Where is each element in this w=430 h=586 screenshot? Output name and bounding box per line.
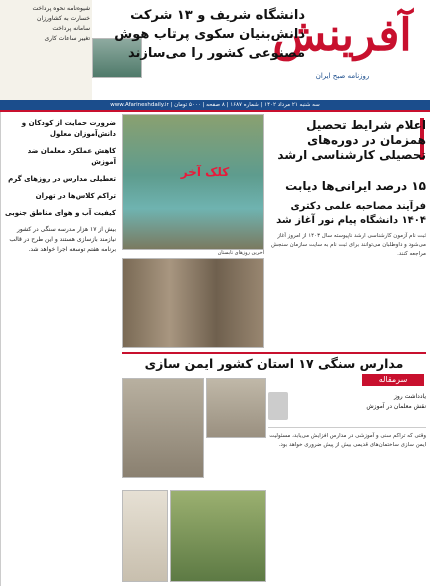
article-photo-2 [206, 378, 266, 438]
left-item-1[interactable]: ضرورت حمایت از کودکان و دانش‌آموزان معلول [21, 119, 116, 138]
article-photo-4 [122, 490, 168, 582]
info-bar: سه شنبه ۲۱ مرداد ۱۴۰۲ | شماره ۱۶۸۷ | ۸ صفحه | ۵۰۰۰ تومان | www.Afarineshdaily.ir [0, 100, 430, 110]
left-top-line-3: سامانه پرداخت [52, 25, 90, 32]
author-portrait [268, 392, 288, 420]
editorial-text: وقتی که تراکم سنی و آموزشی در مدارس افزایش می‌یابد، مسئولیت ایمن سازی ساختمان‌های قدیمی بیش از پیش ضروری خواهد بود. [269, 433, 426, 448]
left-top-line-1: شیوه‌نامه نحوه پرداخت [32, 5, 90, 12]
newspaper-logo: آفرینش [272, 10, 412, 61]
article-photo-1 [122, 378, 204, 478]
author-name: یادداشت روز [393, 393, 426, 400]
masthead-left-text [4, 4, 90, 96]
photo-caption: آخرین روزهای تابستان [217, 250, 264, 256]
left-column-text [4, 118, 116, 586]
news-column-text: ثبت نام آزمون کارشناسی ارشد ناپیوسته سال ۱۴۰۳ از امروز آغاز می‌شود و داوطلبان می‌توانند برای ثبت نام به سایت سازمان سنجش مراجعه کنند. [270, 233, 426, 257]
sub-headline-2[interactable]: فرآیند مصاحبه علمی دکتری ۱۴۰۴ دانشگاه پیام نور آغاز شد [276, 201, 426, 226]
left-item-5[interactable]: کیفیت آب و هوای مناطق جنوبی [5, 209, 116, 217]
left-item-3[interactable]: تعطیلی مدارس در روزهای گرم [8, 175, 116, 183]
author-title: نقش معلمان در آموزش [366, 403, 426, 410]
author-box [268, 392, 426, 428]
sub-headline-1[interactable]: ۱۵ درصد ایرانی‌ها دیابت [285, 179, 426, 193]
left-item-4[interactable]: تراکم کلاس‌ها در تهران [35, 192, 116, 200]
photo-stamp: کلک آخر [180, 165, 230, 179]
section-label: سرمقاله [362, 374, 424, 386]
article-photo-3 [170, 490, 266, 582]
photo-strip [122, 258, 264, 348]
top-headline[interactable]: دانشگاه شریف و ۱۳ شرکت دانش‌بنیان سکوی پرتاب هوش مصنوعی کشور را می‌سازند [114, 8, 305, 61]
left-item-2[interactable]: کاهش عملکرد معلمان ضد آموزش [27, 147, 116, 166]
mid-headline[interactable]: مدارس سنگی ۱۷ استان کشور ایمن سازی [122, 352, 426, 372]
left-body-text: بیش از ۱۷ هزار مدرسه سنگی در کشور نیازمند بازسازی هستند و این طرح در قالب برنامه هفتم توسعه اجرا خواهد شد. [9, 226, 116, 253]
left-top-line-4: تغییر ساعات کاری [44, 35, 90, 42]
main-headline[interactable]: اعلام شرایط تحصیل همزمان در دوره‌های تحصیلی کارشناسی ارشد [277, 118, 426, 162]
left-top-line-2: خسارت به کشاورزان [37, 15, 90, 22]
logo-subtitle: روزنامه صبح ایران [315, 72, 370, 80]
